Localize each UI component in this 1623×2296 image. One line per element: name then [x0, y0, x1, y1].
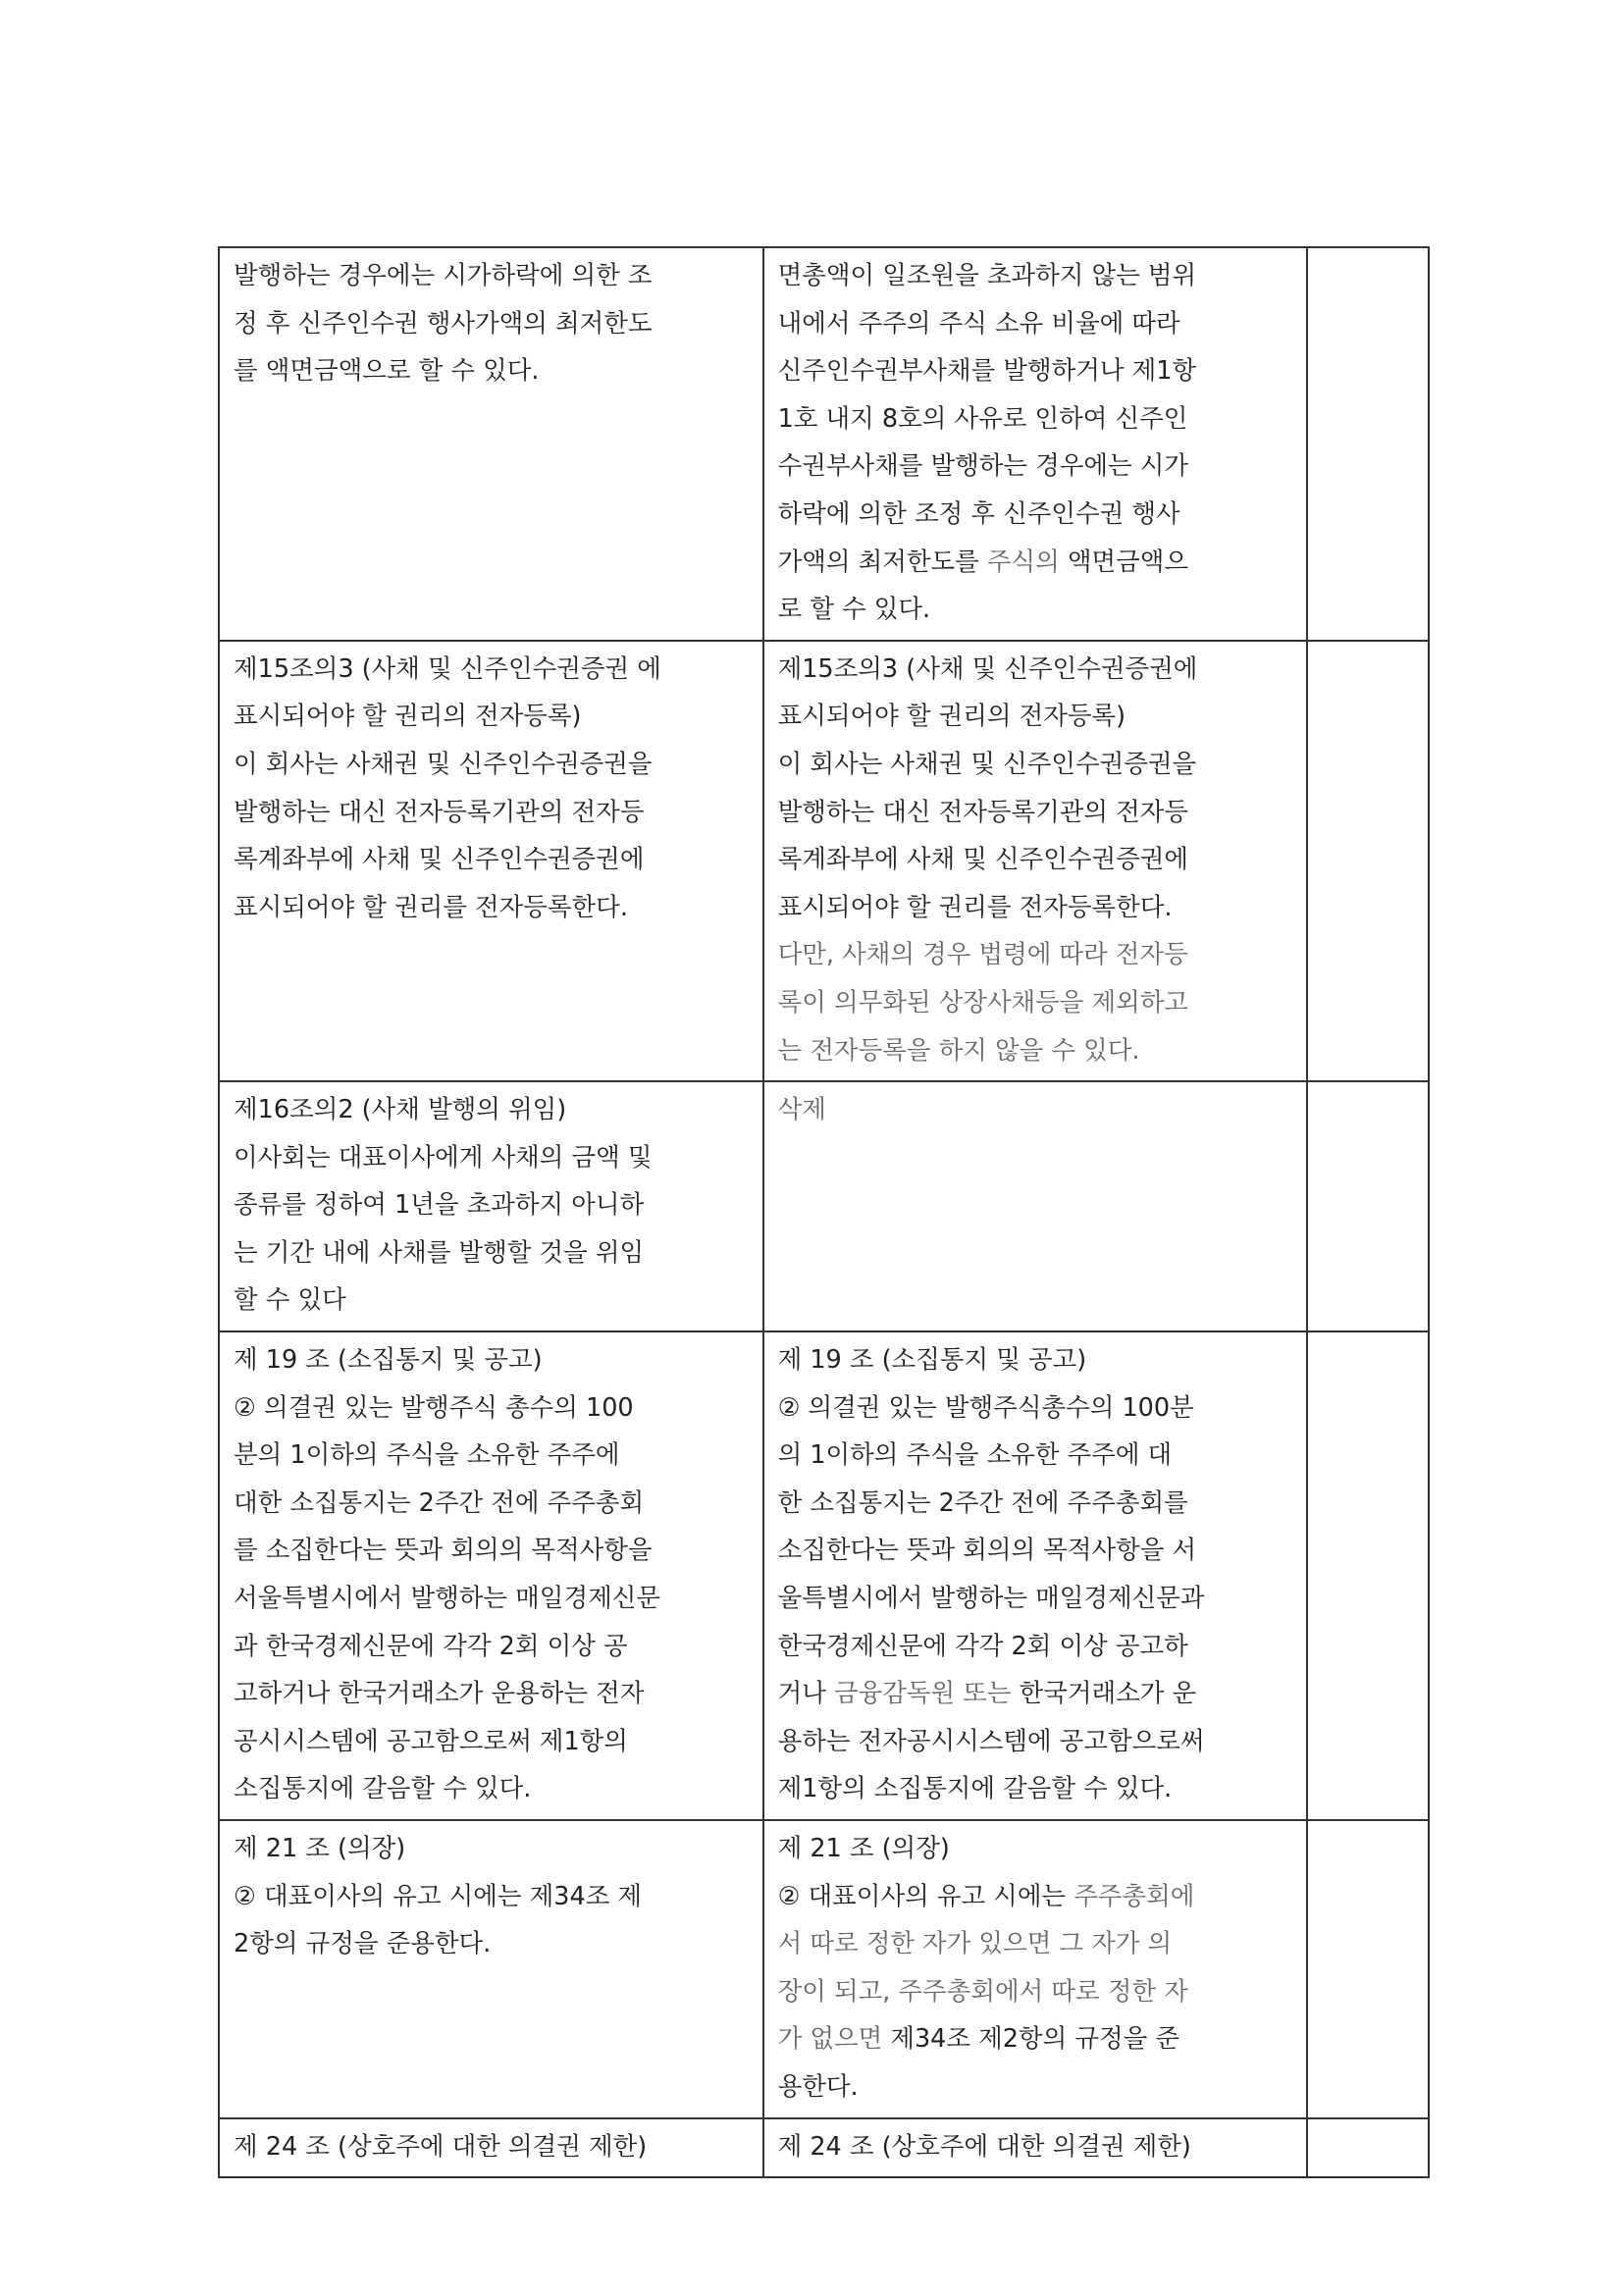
- amended-text-segment: 내에서 주주의 주식 소유 비율에 따라: [777, 308, 1180, 339]
- table-row: [219, 1331, 1429, 1820]
- amended-text-cell: [763, 247, 1308, 641]
- amended-text-segment: 표시되어야 할 권리를 전자등록한다.: [777, 892, 1173, 922]
- amended-text-cell: [763, 2118, 1308, 2178]
- amended-text-segment: 거나: [777, 1679, 834, 1709]
- current-text-line: 이사회는 대표이사에게 사채의 금액 및: [234, 1142, 653, 1173]
- amended-text-line: [778, 1968, 1293, 2016]
- changed-text: 서 따로 정한 자가 있으면 그 자가 의: [777, 1929, 1173, 1959]
- current-text-line: 를 액면금액으로 할 수 있다.: [234, 356, 540, 387]
- current-text-line: 발행하는 대신 전자등록기관의 전자등: [234, 797, 645, 827]
- table-row: [219, 247, 1429, 641]
- amended-text-line: [778, 1825, 1293, 1873]
- amended-text-segment: 용한다.: [777, 2071, 859, 2102]
- amended-text-segment: 제15조의3 (사채 및 신주인수권증권에: [777, 653, 1198, 684]
- amended-text-line: [778, 1480, 1293, 1528]
- amended-text-cell: [763, 1331, 1308, 1820]
- note-cell: [1307, 1331, 1429, 1820]
- amended-text-segment: 한국경제신문에 각각 2회 이상 공고하: [777, 1631, 1188, 1661]
- current-text-line: ② 대표이사의 유고 시에는 제34조 제: [234, 1881, 643, 1911]
- current-text-cell: [219, 1081, 763, 1331]
- amended-text-segment: ② 의결권 있는 발행주식총수의 100분: [777, 1392, 1194, 1423]
- amended-text-segment: ② 대표이사의 유고 시에는: [777, 1881, 1074, 1911]
- current-text-line: 소집통지에 갈음할 수 있다.: [234, 1774, 532, 1804]
- changed-text: 주주총회에: [1073, 1881, 1195, 1911]
- amended-text-line: [778, 586, 1293, 634]
- current-text-line: 표시되어야 할 권리를 전자등록한다.: [234, 892, 628, 922]
- amended-text-line: [778, 443, 1293, 491]
- amended-text-line: [778, 931, 1293, 979]
- current-text-line: 제15조의3 (사채 및 신주인수권증권 에: [234, 653, 661, 684]
- note-cell: [1307, 2118, 1429, 2178]
- amended-text-line: [778, 1765, 1293, 1813]
- changed-text: 주식의: [986, 547, 1060, 577]
- amended-text-segment: 용하는 전자공시시스템에 공고함으로써: [777, 1726, 1205, 1756]
- amended-text-segment: 로 할 수 있다.: [777, 595, 931, 625]
- amended-text-segment: 수권부사채를 발행하는 경우에는 시가: [777, 451, 1189, 482]
- amended-text-segment: 가액의 최저한도를: [777, 547, 987, 577]
- amended-text-segment: 록계좌부에 사채 및 신주인수권증권에: [777, 845, 1189, 875]
- current-text-line: 제 21 조 (의장): [234, 1834, 406, 1863]
- amended-text-segment: 면총액이 일조원을 초과하지 않는 범위: [777, 261, 1197, 290]
- amended-text-line: [778, 1527, 1293, 1575]
- current-text-line: 록계좌부에 사채 및 신주인수권증권에: [234, 845, 645, 875]
- amended-text-line: [778, 347, 1293, 395]
- amended-text-segment: 하락에 의한 조정 후 신주인수권 행사: [777, 498, 1180, 529]
- note-cell: [1307, 641, 1429, 1081]
- amended-text-line: [778, 1623, 1293, 1671]
- current-text-line: 서울특별시에서 발행하는 매일경제신문: [234, 1584, 660, 1614]
- amended-text-segment: 제1항의 소집통지에 갈음할 수 있다.: [777, 1774, 1173, 1804]
- amended-text-line: [778, 979, 1293, 1027]
- amended-text-cell: [763, 1820, 1308, 2118]
- current-text-line: 2항의 규정을 준용한다.: [234, 1929, 492, 1959]
- changed-text: 삭제: [777, 1095, 826, 1125]
- amended-text-line: [778, 693, 1293, 741]
- current-text-line: 발행하는 경우에는 시가하락에 의한 조: [234, 261, 653, 290]
- current-text-line: 를 소집한다는 뜻과 회의의 목적사항을: [234, 1536, 653, 1566]
- changed-text: 장이 되고, 주주총회에서 따로 정한 자: [777, 1976, 1188, 2007]
- amended-text-line: [778, 1575, 1293, 1623]
- amended-text-line: [778, 1432, 1293, 1480]
- table-row: [219, 1081, 1429, 1331]
- changed-text: 다만, 사채의 경우 법령에 따라 전자등: [777, 940, 1188, 970]
- current-text-cell: [219, 247, 763, 641]
- amended-text-line: [778, 1027, 1293, 1075]
- changed-text: 금융감독원 또는: [833, 1679, 1012, 1709]
- amended-text-segment: 한국거래소가 운: [1011, 1679, 1197, 1709]
- amended-text-line: [778, 2123, 1293, 2171]
- amended-text-segment: 한 소집통지는 2주간 전에 주주총회를: [777, 1487, 1188, 1518]
- current-text-cell: [219, 1331, 763, 1820]
- amended-text-line: [778, 300, 1293, 348]
- amended-text-line: [778, 1718, 1293, 1766]
- table-row: [219, 2118, 1429, 2178]
- current-text-line: 제 24 조 (상호주에 대한 의결권 제한): [234, 2131, 648, 2162]
- table-body: [219, 247, 1429, 2177]
- current-text-line: 할 수 있다: [234, 1285, 346, 1316]
- current-text-line: 대한 소집통지는 2주간 전에 주주총회: [234, 1487, 645, 1518]
- note-cell: [1307, 1820, 1429, 2118]
- current-text-line: 공시시스템에 공고함으로써 제1항의: [234, 1726, 628, 1756]
- amended-text-line: [778, 395, 1293, 444]
- amended-text-line: [778, 1920, 1293, 1968]
- amended-text-segment: 의 1이하의 주식을 소유한 주주에 대: [777, 1440, 1173, 1471]
- current-text-cell: [219, 641, 763, 1081]
- amended-text-segment: 신주인수권부사채를 발행하거나 제1항: [777, 356, 1197, 387]
- current-text-line: 는 기간 내에 사채를 발행할 것을 위임: [234, 1237, 645, 1268]
- table-row: [219, 641, 1429, 1081]
- current-text-line: 제 19 조 (소집통지 및 공고): [234, 1345, 543, 1376]
- current-text-line: 이 회사는 사채권 및 신주인수권증권을: [234, 749, 653, 779]
- current-text-line: 종류를 정하여 1년을 초과하지 아니하: [234, 1190, 645, 1221]
- changed-text: 는 전자등록을 하지 않을 수 있다.: [777, 1035, 1140, 1066]
- amended-text-segment: 제34조 제2항의 규정을 준: [882, 2024, 1180, 2055]
- amended-text-segment: 제 21 조 (의장): [777, 1834, 950, 1863]
- amended-text-cell: [763, 1081, 1308, 1331]
- current-text-line: 정 후 신주인수권 행사가액의 최저한도: [234, 308, 653, 339]
- amended-text-line: [778, 1873, 1293, 1921]
- amended-text-line: [778, 1086, 1293, 1134]
- amended-text-segment: 액면금액으: [1059, 547, 1189, 577]
- amended-text-cell: [763, 641, 1308, 1081]
- amended-text-segment: 이 회사는 사채권 및 신주인수권증권을: [777, 749, 1197, 779]
- current-text-cell: [219, 2118, 763, 2178]
- current-text-line: 표시되어야 할 권리의 전자등록): [234, 702, 582, 732]
- current-text-cell: [219, 1820, 763, 2118]
- amended-text-line: [778, 1336, 1293, 1384]
- amended-text-segment: 발행하는 대신 전자등록기관의 전자등: [777, 797, 1189, 827]
- note-cell: [1307, 247, 1429, 641]
- changed-text: 가 없으면: [777, 2024, 883, 2055]
- amended-text-line: [778, 252, 1293, 300]
- amended-text-line: [778, 836, 1293, 884]
- amended-text-segment: 울특별시에서 발행하는 매일경제신문과: [777, 1584, 1205, 1614]
- current-text-line: 제16조의2 (사채 발행의 위임): [234, 1095, 567, 1125]
- note-cell: [1307, 1081, 1429, 1331]
- current-text-line: ② 의결권 있는 발행주식 총수의 100: [234, 1392, 634, 1423]
- amended-text-segment: 제 19 조 (소집통지 및 공고): [777, 1345, 1087, 1376]
- amended-text-segment: 1호 내지 8호의 사유로 인하여 신주인: [777, 403, 1188, 434]
- changed-text: 록이 의무화된 상장사채등을 제외하고: [777, 987, 1189, 1018]
- amended-text-line: [778, 2015, 1293, 2063]
- amendment-comparison-table: [218, 246, 1430, 2178]
- amended-text-line: [778, 1384, 1293, 1433]
- current-text-line: 고하거나 한국거래소가 운용하는 전자: [234, 1679, 645, 1709]
- amended-text-line: [778, 539, 1293, 587]
- amended-text-line: [778, 789, 1293, 837]
- amended-text-line: [778, 2063, 1293, 2112]
- current-text-line: 분의 1이하의 주식을 소유한 주주에: [234, 1440, 620, 1471]
- amended-text-line: [778, 1670, 1293, 1718]
- amended-text-line: [778, 491, 1293, 539]
- amended-text-segment: 제 24 조 (상호주에 대한 의결권 제한): [777, 2131, 1191, 2162]
- amended-text-line: [778, 741, 1293, 789]
- table-row: [219, 1820, 1429, 2118]
- amended-text-segment: 소집한다는 뜻과 회의의 목적사항을 서: [777, 1536, 1197, 1566]
- amended-text-segment: 표시되어야 할 권리의 전자등록): [777, 702, 1126, 732]
- amended-text-line: [778, 646, 1293, 694]
- current-text-line: 과 한국경제신문에 각각 2회 이상 공: [234, 1631, 628, 1661]
- amended-text-line: [778, 884, 1293, 932]
